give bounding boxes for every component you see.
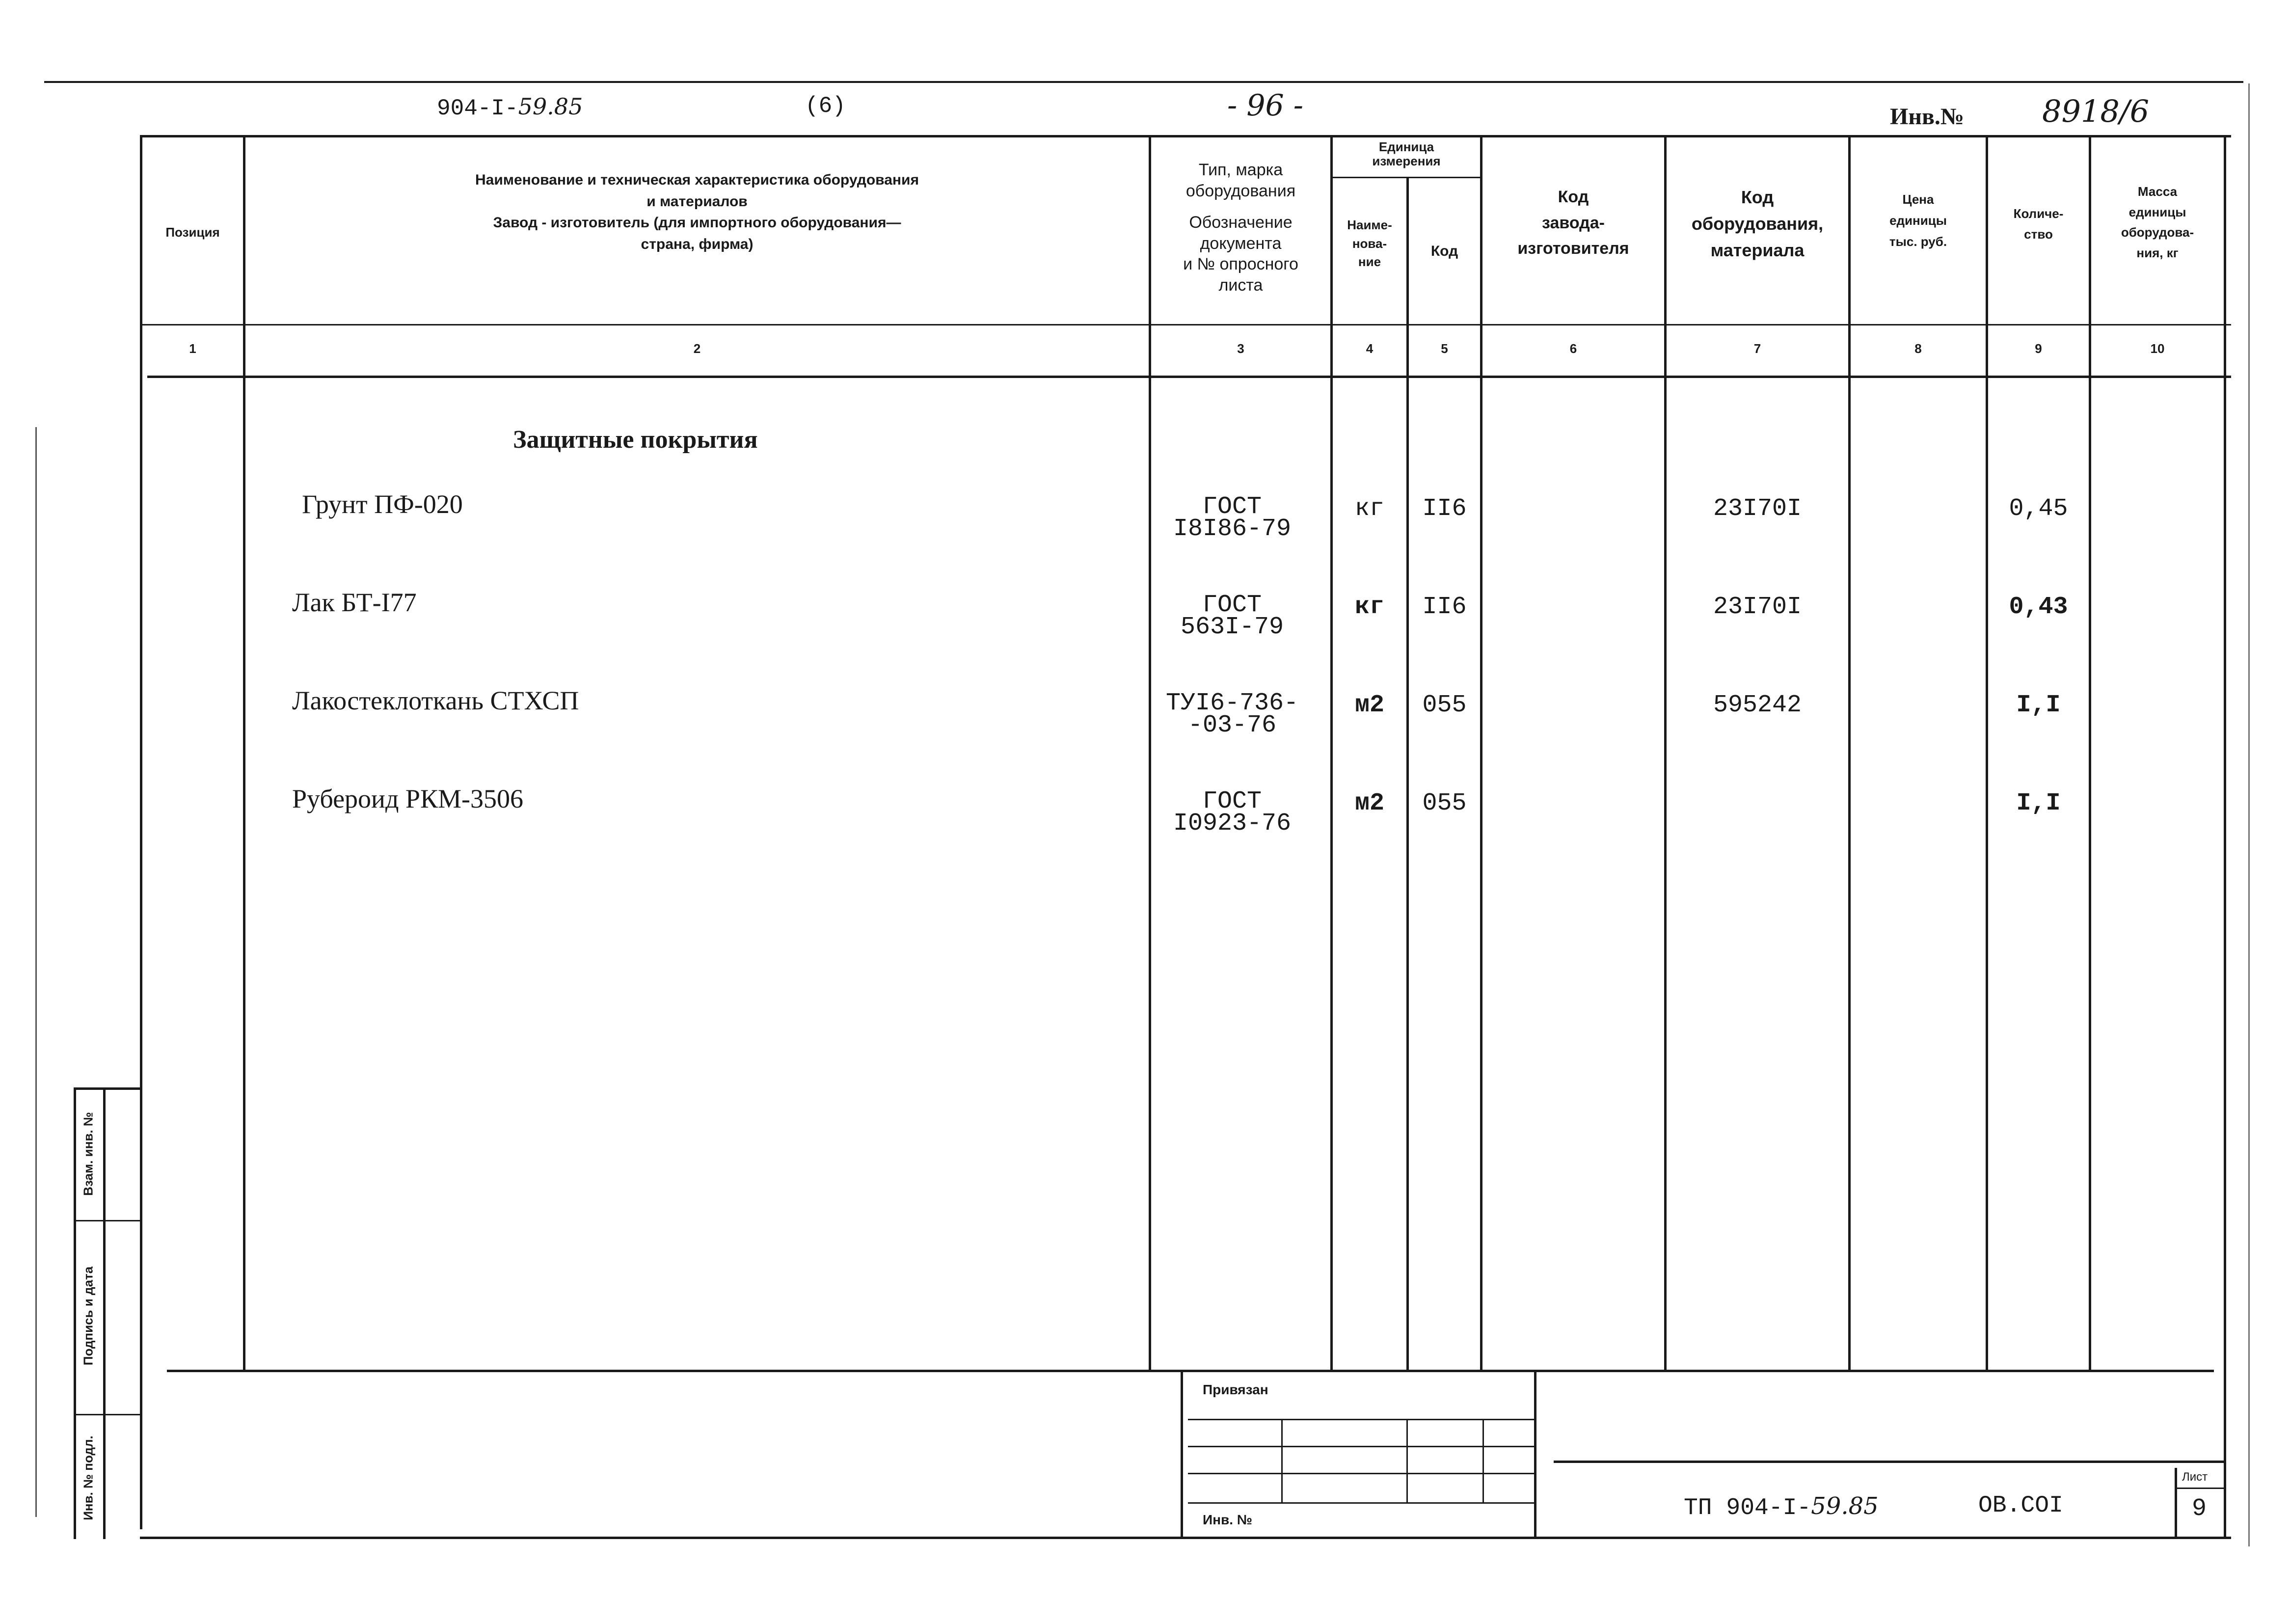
header-price-line2: единицы: [1889, 213, 1947, 228]
header-unit-group: [1333, 140, 1480, 168]
header-factory-code-line3: изготовителя: [1517, 239, 1629, 258]
stamp-binding-col1: [1281, 1419, 1283, 1502]
page-mark: - 96 -: [1227, 88, 1304, 123]
col-number-5: 5: [1441, 341, 1448, 356]
header-price: [1851, 189, 1986, 252]
header-type-mark: [1151, 160, 1330, 296]
document-code-handwritten: 59.85: [518, 93, 583, 120]
header-factory-code: [1482, 184, 1664, 262]
col-divider-3: [1330, 135, 1333, 1370]
header-type-line6: листа: [1218, 275, 1263, 295]
side-label-original-inv: Инв. № подл.: [81, 1435, 96, 1520]
row-4-unit: м2: [1354, 789, 1384, 817]
side-table-left: [74, 1087, 76, 1539]
header-quantity-line2: ство: [2024, 226, 2053, 242]
stamp-code-prefix: ТП 904-I-: [1684, 1495, 1811, 1521]
stamp-code-suffix: ОВ.СОI: [1978, 1492, 2063, 1519]
row-2-unit-code: II6: [1422, 593, 1467, 621]
col-number-2: 2: [693, 341, 701, 356]
header-type-line5: и № опросного: [1183, 255, 1298, 273]
header-price-line3: тыс. руб.: [1889, 234, 1947, 249]
row-1-material-code: 23I70I: [1713, 495, 1802, 523]
stamp-inv-label: Инв. №: [1203, 1512, 1253, 1527]
table-top-border: [140, 135, 2231, 137]
stamp-sheet-line: [2175, 1488, 2224, 1489]
row-3-doc: [1151, 689, 1313, 739]
header-factory-code-line2: завода-: [1542, 213, 1605, 232]
stamp-sheet-divider: [2175, 1468, 2177, 1537]
header-name-line2: и материалов: [647, 193, 748, 210]
right-cut-mark: [2248, 83, 2250, 1546]
header-bottom-border: [147, 376, 2231, 378]
header-price-line1: Цена: [1902, 192, 1934, 207]
side-label-replacement: Взам. инв. №: [81, 1112, 96, 1196]
header-unit-name-line3: ние: [1358, 254, 1381, 270]
stamp-sheet-value: 9: [2192, 1495, 2207, 1523]
header-name-line4: страна, фирма): [641, 236, 754, 252]
row-2-unit: кг: [1354, 593, 1384, 621]
row-1-doc-line1: ГОСТ: [1202, 493, 1262, 521]
col-number-1: 1: [189, 341, 196, 356]
row-4-doc-line1: ГОСТ: [1202, 787, 1262, 815]
col-number-8: 8: [1914, 341, 1922, 356]
stamp-bottom-border: [140, 1537, 2231, 1539]
row-4-qty: I,I: [2016, 789, 2061, 817]
header-mass-line1: Масса: [2137, 184, 2178, 199]
row-3-unit: м2: [1354, 691, 1384, 719]
header-quantity: [1988, 204, 2089, 244]
row-1-name: Грунт ПФ-020: [302, 489, 463, 519]
stamp-binding-label: Привязан: [1203, 1382, 1268, 1397]
stamp-binding-right: [1534, 1370, 1536, 1539]
header-position-text: Позиция: [165, 225, 220, 240]
header-unit-code: [1409, 241, 1480, 262]
col-number-7: 7: [1753, 341, 1761, 356]
header-name-line3: Завод - изготовитель (для импортного оборудования—: [493, 215, 901, 231]
row-1-unit: кг: [1354, 495, 1384, 523]
document-code: [437, 93, 583, 121]
row-2-doc: [1151, 591, 1313, 641]
header-factory-code-line1: Код: [1558, 188, 1589, 206]
col-divider-1: [243, 135, 245, 1370]
stamp-code-handwritten: 59.85: [1811, 1492, 1879, 1520]
row-3-material-code: 595242: [1713, 691, 1802, 719]
col-number-3: 3: [1237, 341, 1244, 356]
stamp-binding-left: [1181, 1370, 1183, 1539]
stamp-sheet-label: Лист: [2182, 1470, 2208, 1484]
row-2-qty: 0,43: [2009, 593, 2068, 621]
row-3-doc-line1: ТУI6-736-: [1165, 689, 1299, 717]
header-unit-line2: измерения: [1372, 153, 1441, 168]
header-mass-line2: единицы: [2128, 204, 2186, 219]
header-type-line3: Обозначение: [1189, 213, 1293, 232]
row-2-doc-line2: 563I-79: [1180, 613, 1284, 641]
header-unit-code-text: Код: [1430, 243, 1458, 259]
row-4-unit-code: 055: [1422, 789, 1467, 817]
header-name-line1: Наименование и техническая характеристика оборудования: [475, 172, 919, 188]
header-type-line2: оборудования: [1185, 181, 1296, 200]
row-2-name: Лак БТ-I77: [292, 588, 417, 617]
sheet-number: (6): [805, 93, 846, 119]
header-divider: [140, 324, 2231, 325]
header-position: [142, 223, 243, 242]
row-1-doc: [1151, 493, 1313, 543]
side-label-signature: Подпись и дата: [81, 1266, 96, 1366]
row-4-doc: [1151, 787, 1313, 838]
header-unit-name: [1333, 216, 1406, 271]
left-cut-mark: [35, 427, 37, 1517]
row-3-doc-line2: -03-76: [1187, 711, 1277, 739]
stamp-binding-col3: [1482, 1419, 1484, 1502]
header-mass-line3: оборудова-: [2121, 225, 2194, 240]
col-divider-2: [1149, 135, 1151, 1370]
stamp-title-top: [1554, 1461, 2224, 1463]
document-code-text: 904-I-: [437, 96, 518, 121]
col-divider-5: [1480, 135, 1482, 1370]
table-bottom-border: [167, 1370, 2214, 1372]
header-material-code: [1667, 184, 1848, 264]
inventory-value: 8918/6: [2042, 93, 2150, 129]
inventory-label: Инв.№: [1890, 104, 1965, 130]
top-border-line: [44, 81, 2243, 83]
header-quantity-line1: Количе-: [2013, 206, 2064, 221]
col-number-9: 9: [2035, 341, 2042, 356]
header-mass-line4: ния, кг: [2136, 245, 2179, 260]
stamp-binding-col2: [1406, 1419, 1408, 1502]
col-number-4: 4: [1366, 341, 1374, 356]
row-1-qty: 0,45: [2009, 495, 2068, 523]
col-divider-6: [1664, 135, 1667, 1370]
row-4-name: Рубероид РКМ-3506: [292, 784, 523, 813]
stamp-code: [1684, 1492, 1879, 1521]
row-1-unit-code: II6: [1422, 495, 1467, 523]
col-number-6: 6: [1569, 341, 1577, 356]
col-divider-7: [1848, 135, 1851, 1370]
header-unit-name-line2: нова-: [1352, 236, 1387, 251]
col-number-10: 10: [2150, 341, 2165, 356]
header-material-code-line3: материала: [1710, 240, 1805, 260]
header-material-code-line1: Код: [1741, 187, 1774, 207]
header-unit-name-line1: Наиме-: [1347, 217, 1392, 232]
header-material-code-line2: оборудования,: [1691, 214, 1824, 234]
header-unit-line1: Единица: [1378, 139, 1434, 154]
header-name: [245, 169, 1149, 255]
row-2-doc-line1: ГОСТ: [1202, 591, 1262, 619]
row-4-doc-line2: I0923-76: [1173, 810, 1292, 838]
stamp-binding-line4: [1188, 1502, 1534, 1504]
row-2-material-code: 23I70I: [1713, 593, 1802, 621]
row-1-doc-line2: I8I86-79: [1173, 515, 1292, 543]
col-divider-9: [2089, 135, 2091, 1370]
table-right-border: [2224, 135, 2226, 1539]
header-type-line4: документа: [1200, 234, 1282, 253]
row-3-qty: I,I: [2016, 691, 2061, 719]
side-table-inner: [103, 1087, 106, 1539]
header-type-line1: Тип, марка: [1198, 161, 1283, 179]
col-divider-8: [1986, 135, 1988, 1370]
unit-group-divider: [1330, 177, 1482, 178]
header-mass: [2091, 182, 2224, 263]
row-3-name: Лакостеклоткань СТХСП: [292, 686, 579, 715]
row-3-unit-code: 055: [1422, 691, 1467, 719]
section-title: Защитные покрытия: [513, 426, 758, 454]
